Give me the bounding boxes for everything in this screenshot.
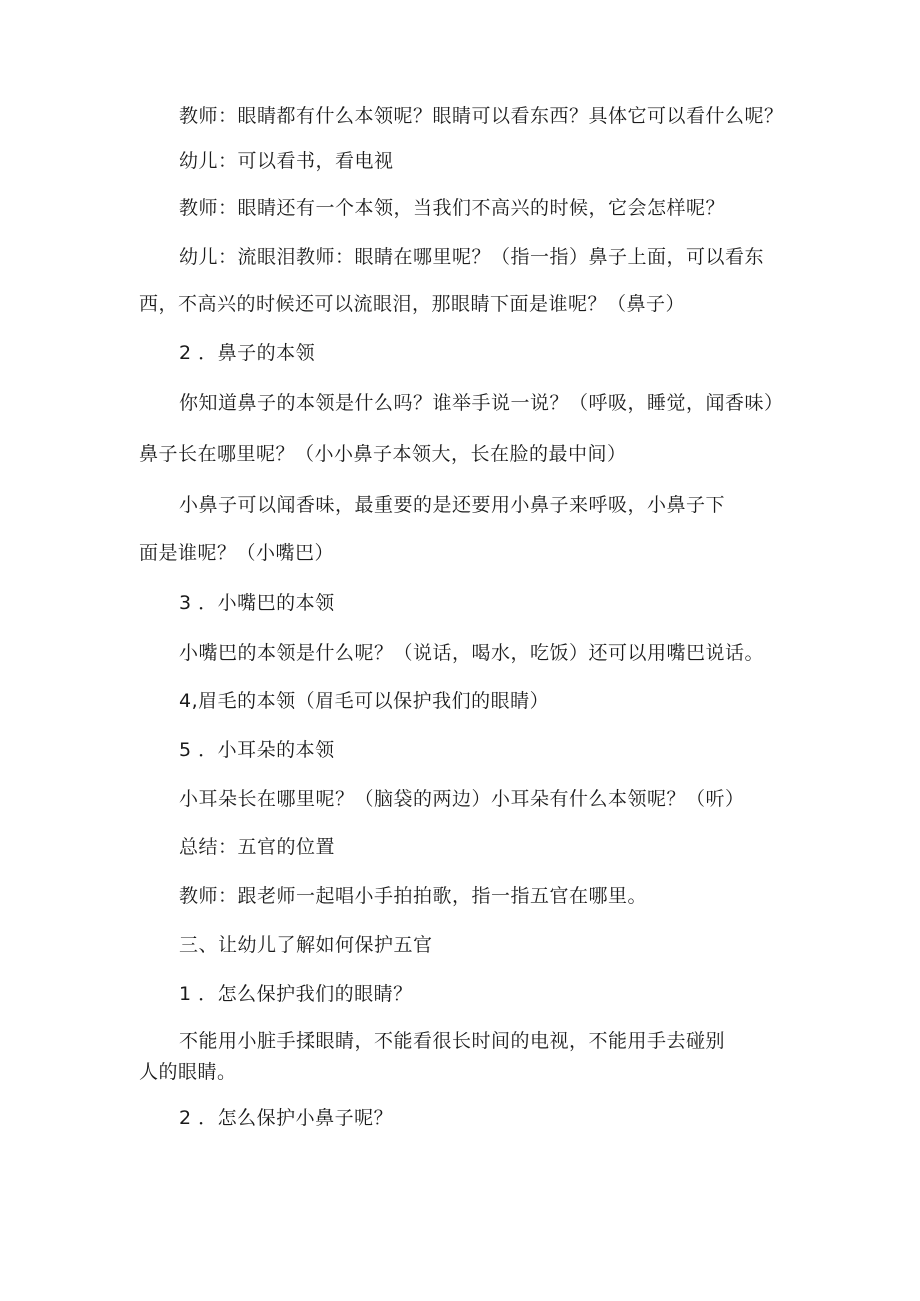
heading-mouth-ability: 3 ．小嘴巴的本领 (179, 592, 335, 614)
heading-protect-nose: 2 ．怎么保护小鼻子呢？ (179, 1107, 394, 1129)
paragraph-nose-smell-line1: 小鼻子可以闻香味，最重要的是还要用小鼻子来呼吸，小鼻子下 (179, 494, 726, 516)
paragraph-protect-eyes-line1: 不能用小脏手揉眼睛，不能看很长时间的电视，不能用手去碰别 (179, 1030, 726, 1052)
paragraph-summary: 总结：五官的位置 (179, 836, 336, 858)
paragraph-nose-question: 你知道鼻子的本领是什么吗？谁举手说一说？（呼吸，睡觉，闻香味） (179, 392, 784, 414)
heading-ear-ability: 5 ．小耳朵的本领 (179, 739, 335, 761)
paragraph-teacher-eyes-question: 教师：眼睛都有什么本领呢？眼睛可以看东西？具体它可以看什么呢？ (179, 105, 784, 127)
paragraph-mouth-question: 小嘴巴的本领是什么呢？（说话，喝水，吃饭）还可以用嘴巴说话。 (179, 642, 765, 664)
paragraph-teacher-song: 教师：跟老师一起唱小手拍拍歌，指一指五官在哪里。 (179, 885, 648, 907)
paragraph-child-answer-books: 幼儿：可以看书，看电视 (179, 150, 394, 172)
heading-protect-eyes: 1 ．怎么保护我们的眼睛？ (179, 983, 413, 1005)
paragraph-teacher-eyes-sad: 教师：眼睛还有一个本领，当我们不高兴的时候，它会怎样呢？ (179, 197, 726, 219)
heading-protect-senses: 三、让幼儿了解如何保护五官 (179, 934, 433, 956)
paragraph-child-tears-line2: 西，不高兴的时候还可以流眼泪，那眼睛下面是谁呢？（鼻子） (139, 293, 686, 315)
paragraph-ear-question: 小耳朵长在哪里呢？（脑袋的两边）小耳朵有什么本领呢？（听） (179, 788, 745, 810)
paragraph-nose-location: 鼻子长在哪里呢？（小小鼻子本领大，长在脸的最中间） (139, 443, 627, 465)
paragraph-child-tears-line1: 幼儿：流眼泪教师：眼睛在哪里呢？（指一指）鼻子上面，可以看东 (179, 246, 765, 268)
heading-eyebrow-ability: 4,眉毛的本领（眉毛可以保护我们的眼睛） (179, 690, 550, 712)
paragraph-nose-smell-line2: 面是谁呢？（小嘴巴） (139, 542, 335, 564)
heading-nose-ability: 2 ．鼻子的本领 (179, 342, 316, 364)
paragraph-protect-eyes-line2: 人的眼睛。 (139, 1061, 237, 1083)
